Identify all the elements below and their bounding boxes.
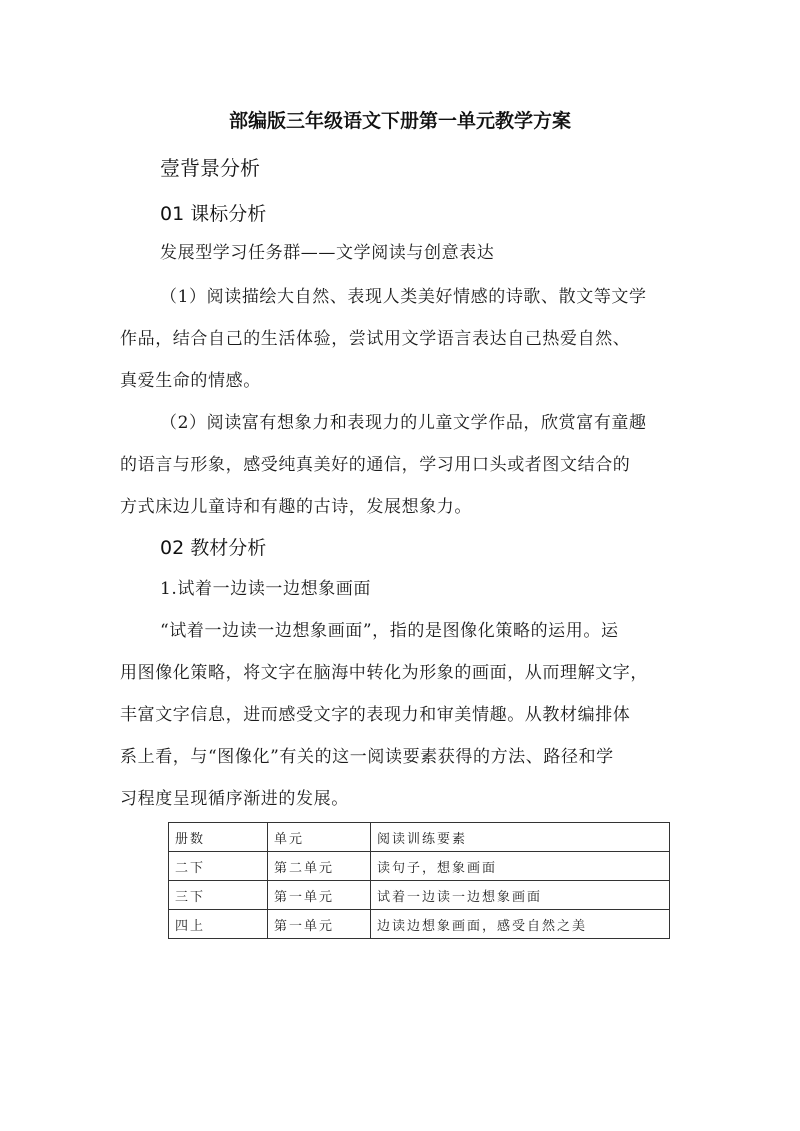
section-heading-background: 壹背景分析 bbox=[160, 156, 260, 180]
paragraph-line: 真爱生命的情感。 bbox=[120, 371, 261, 391]
paragraph-line: （1）阅读描绘大自然、表现人类美好情感的诗歌、散文等文学 bbox=[160, 287, 647, 307]
reading-elements-table bbox=[168, 822, 670, 939]
table-row bbox=[169, 852, 670, 881]
table-cell: 第一单元 bbox=[268, 910, 371, 939]
document-title: 部编版三年级语文下册第一单元教学方案 bbox=[228, 110, 571, 132]
paragraph-line: 方式床边儿童诗和有趣的古诗，发展想象力。 bbox=[120, 497, 472, 517]
table-cell: 三下 bbox=[169, 881, 268, 910]
paragraph-line: （2）阅读富有想象力和表现力的儿童文学作品，欣赏富有童趣 bbox=[160, 413, 647, 433]
table-cell: 读句子，想象画面 bbox=[371, 852, 670, 881]
paragraph-line: 作品，结合自己的生活体验，尝试用文学语言表达自己热爱自然、 bbox=[120, 329, 631, 349]
table-cell: 第一单元 bbox=[268, 881, 371, 910]
paragraph-line: 用图像化策略，将文字在脑海中转化为形象的画面，从而理解文字， bbox=[120, 663, 648, 683]
paragraph-line: 丰富文字信息，进而感受文字的表现力和审美情趣。从教材编排体 bbox=[120, 705, 631, 725]
subsection-heading-curriculum: 01 课标分析 bbox=[160, 203, 267, 225]
paragraph-line: 1.试着一边读一边想象画面 bbox=[160, 579, 372, 599]
paragraph-line: 习程度呈现循序渐进的发展。 bbox=[120, 789, 349, 809]
table-cell: 试着一边读一边想象画面 bbox=[371, 881, 670, 910]
table-row bbox=[169, 910, 670, 939]
table-header-row bbox=[169, 823, 670, 852]
table-cell: 第二单元 bbox=[268, 852, 371, 881]
subsection-heading-textbook: 02 教材分析 bbox=[160, 537, 267, 559]
paragraph-line: “试着一边读一边想象画面”，指的是图像化策略的运用。运 bbox=[160, 621, 619, 641]
paragraph-line: 发展型学习任务群——文学阅读与创意表达 bbox=[160, 243, 495, 263]
table-header-cell: 单元 bbox=[268, 823, 371, 852]
table-row bbox=[169, 881, 670, 910]
paragraph-line: 的语言与形象，感受纯真美好的通信，学习用口头或者图文结合的 bbox=[120, 455, 631, 475]
table-cell: 四上 bbox=[169, 910, 268, 939]
table-cell: 边读边想象画面，感受自然之美 bbox=[371, 910, 670, 939]
table-header-cell: 册数 bbox=[169, 823, 268, 852]
paragraph-line: 系上看，与“图像化”有关的这一阅读要素获得的方法、路径和学 bbox=[120, 747, 614, 767]
table-cell: 二下 bbox=[169, 852, 268, 881]
table-header-cell: 阅读训练要素 bbox=[371, 823, 670, 852]
